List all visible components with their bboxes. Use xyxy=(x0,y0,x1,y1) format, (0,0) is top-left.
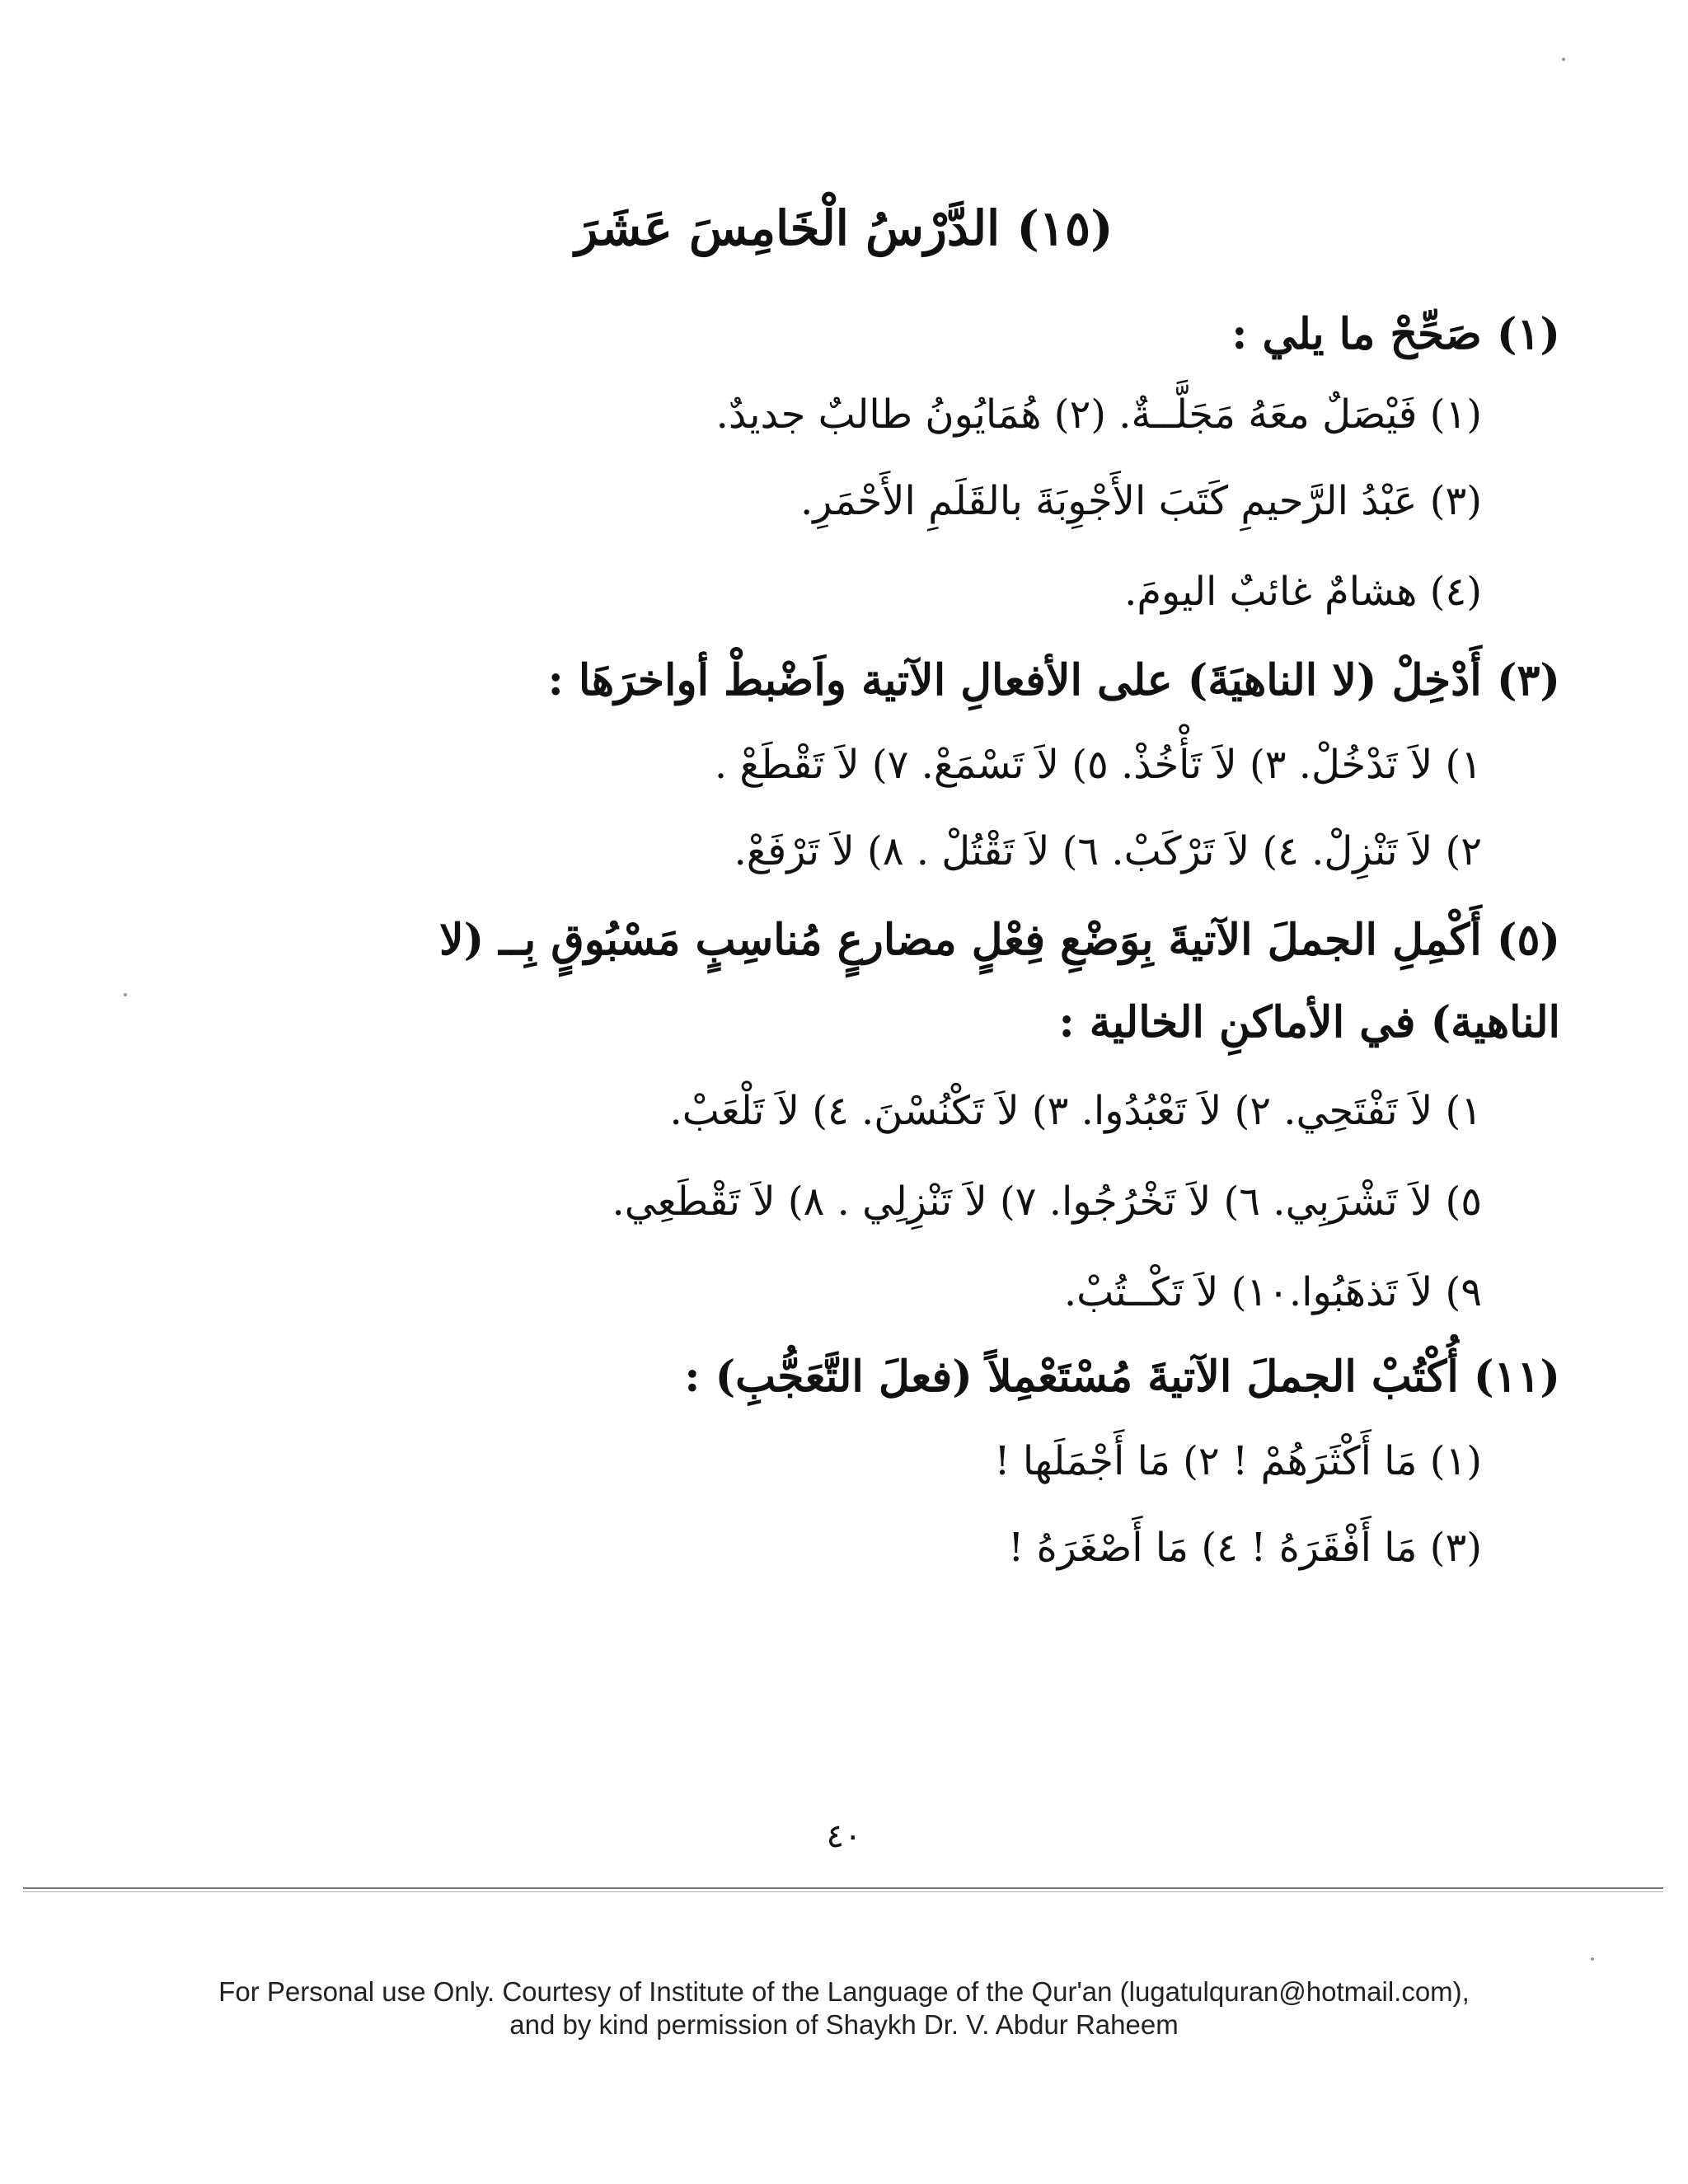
exercise-1-heading: (١) صَحِّحْ ما يلي : xyxy=(1231,309,1560,359)
exercise-1-line: (١) فَيْصَلٌ معَهُ مَجَلَّــةٌ. (٢) هُمَايُونُ طالبٌ جديدٌ. xyxy=(715,391,1482,438)
exercise-11-line: (١) مَا أَكْثَرَهُمْ ! ٢) مَا أَجْمَلَها ! xyxy=(994,1438,1482,1484)
exercise-1-line: (٣) عَبْدُ الرَّحيمِ كَتَبَ الأَجْوِبَةَ بالقَلَمِ الأَحْمَرِ. xyxy=(800,478,1482,524)
lesson-title: (١٥) الدَّرْسُ الْخَامِسَ عَشَرَ xyxy=(574,200,1114,256)
exercise-3-line: ٢) لاَ تَنْزِلْ. ٤) لاَ تَرْكَبْ. ٦) لاَ تَقْتُلْ . ٨) لاَ تَرْفَعْ. xyxy=(734,828,1482,874)
footer-divider xyxy=(23,1887,1663,1892)
exercise-3-heading: (٣) أَدْخِلْ (لا الناهيَةَ) على الأفعالِ الآتية واَضْبطْ أواخرَهَا : xyxy=(547,655,1560,705)
footer xyxy=(0,1975,1688,2041)
exercise-1-line: (٤) هشامٌ غائبٌ اليومَ. xyxy=(1124,569,1482,615)
exercise-5-line: ١) لاَ تَفْتَحِي. ٢) لاَ تَعْبُدُوا. ٣) لاَ تَكْنُسْنَ. ٤) لاَ تَلْعَبْ. xyxy=(669,1088,1482,1134)
exercise-5-line: ٩) لاَ تَذهَبُوا.١٠) لاَ تَكْــتُبْ. xyxy=(1063,1269,1482,1315)
scan-speck xyxy=(124,993,127,996)
exercise-5-heading: (٥) أَكْمِلِ الجملَ الآتيةَ بِوَضْعِ فِعْلٍ مضارعٍ مُناسِبٍ مَسْبُوقٍ بِــ (لا xyxy=(438,915,1560,965)
exercise-5-line: ٥) لاَ تَشْرَبِي. ٦) لاَ تَخْرُجُوا. ٧) لاَ تَنْزِلِي . ٨) لاَ تَقْطَعِي. xyxy=(612,1179,1482,1225)
page-number: ٤٠ xyxy=(826,1817,862,1855)
exercise-11-heading: (١١) أُكْتُبْ الجملَ الآتيةَ مُسْتَعْمِلاً (فعلَ التَّعَجُّبِ) : xyxy=(684,1352,1560,1402)
exercise-11-line: (٣) مَا أَفْقَرَهُ ! ٤) مَا أَصْغَرَهُ ! xyxy=(1008,1525,1482,1571)
footer-line-1: For Personal use Only. Courtesy of Institute of the Language of the Qur'an (lugatulquran@hotmail.com), xyxy=(218,1976,1470,2007)
footer-line-2: and by kind permission of Shaykh Dr. V. Abdur Raheem xyxy=(509,2009,1179,2040)
exercise-3-line: ١) لاَ تَدْخُلْ. ٣) لاَ تَأْخُذْ. ٥) لاَ تَسْمَعْ. ٧) لاَ تَقْطَعْ . xyxy=(714,742,1482,788)
scan-speck xyxy=(1562,58,1565,61)
exercise-5-heading-continued: الناهية) في الأماكنِ الخالية : xyxy=(1058,997,1560,1047)
scan-speck xyxy=(1591,1957,1594,1961)
